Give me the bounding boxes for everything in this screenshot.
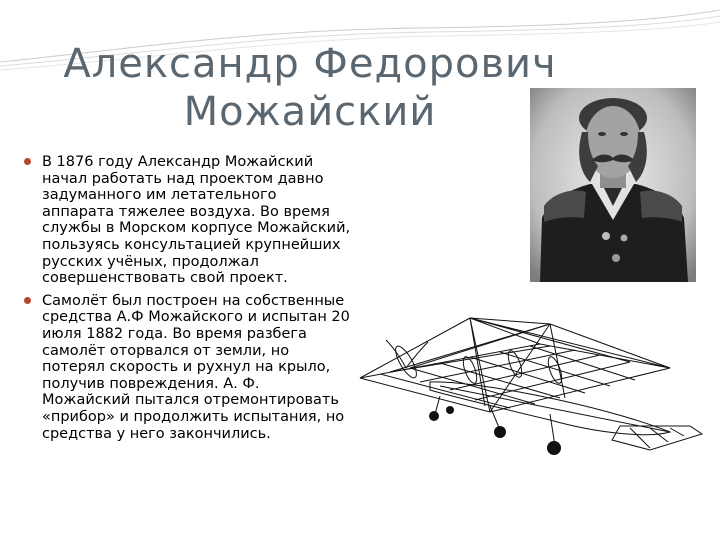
bullet-text-1: В 1876 году Александр Можайский начал работать над проектом давно задуманного им летательного аппарата тяжелее воздуха. Во время службы в Морском корпусе Можайский, пользуясь консультацией крупнейших русских учёных, продолжал совершенствовать свой проект. xyxy=(42,154,351,287)
bullet-icon xyxy=(24,158,31,165)
title-line-1: Александр Федорович xyxy=(63,41,557,87)
bullet-text-2: Самолёт был построен на собственные средства А.Ф Можайского и испытан 20 июля 1882 года. Во время разбега самолёт оторвался от земли, но потерял скорость и рухнул на крыло, получив повреждения. А. Ф. Можайский пытался отремонтировать «прибор» и продолжить испытания, но средства у него закончились. xyxy=(42,292,350,442)
list-item xyxy=(22,293,352,442)
portrait-image xyxy=(530,88,696,282)
list-item xyxy=(22,154,352,287)
bullet-icon xyxy=(24,297,31,304)
page-title xyxy=(60,40,560,136)
airplane-drawing xyxy=(350,310,710,465)
title-line-2: Можайский xyxy=(183,89,437,135)
bullet-list xyxy=(22,154,352,448)
